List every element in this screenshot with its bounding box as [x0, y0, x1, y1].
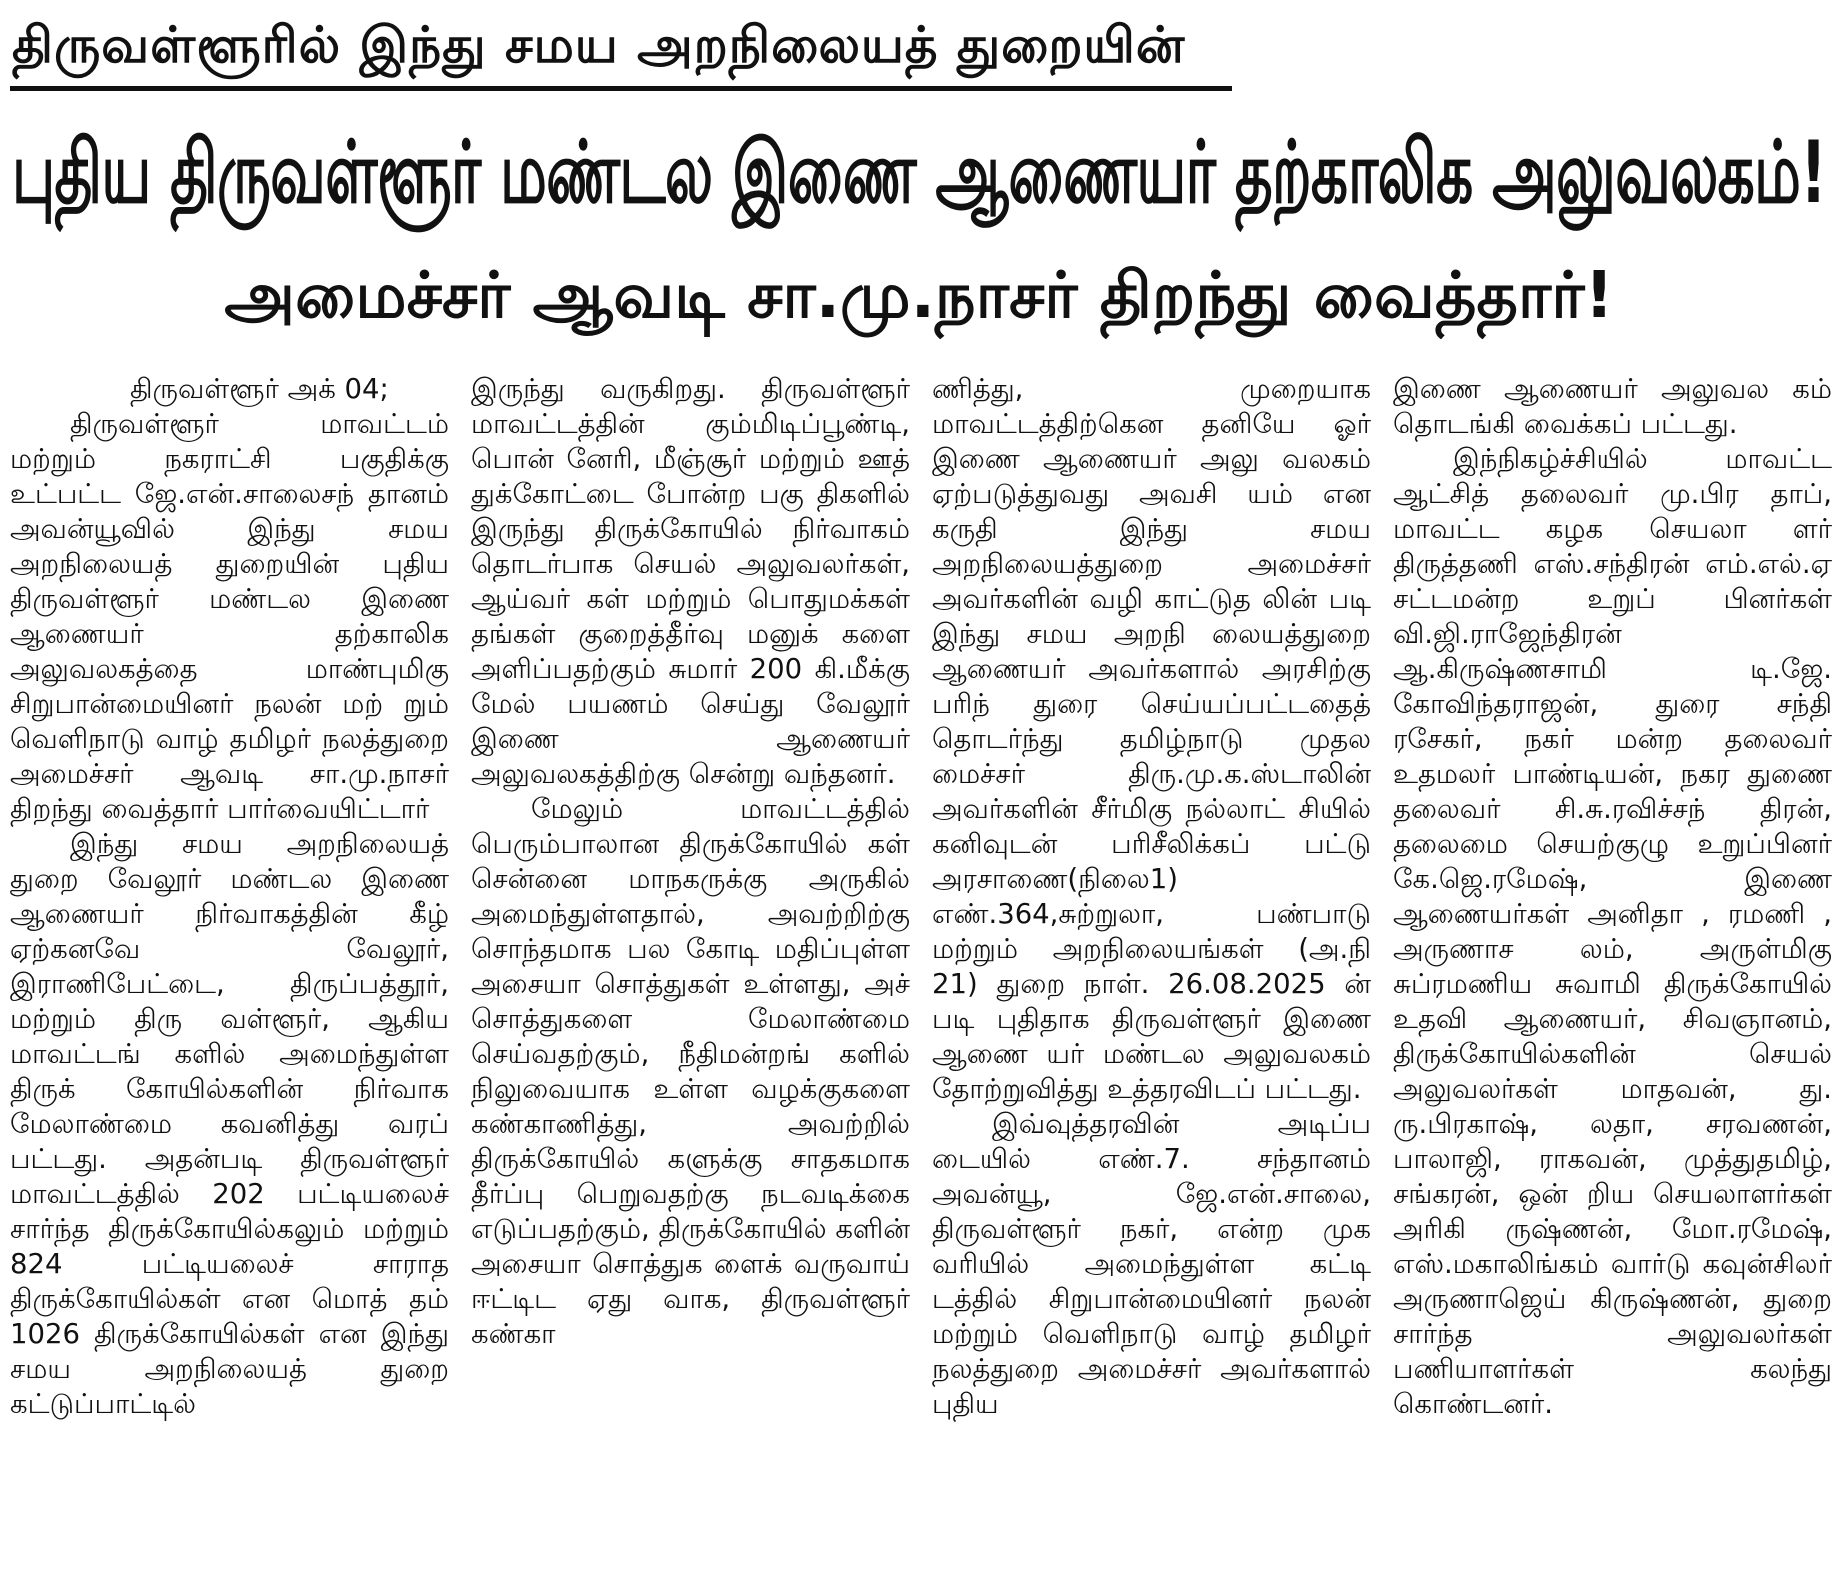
- article-paragraph: திருவள்ளூர் மாவட்டம் மற்றும் நகராட்சி பகுதிக்கு உட்பட்ட ஜே.என்.சாலைசந் தானம் அவன்யூவில் இந்து சமய அறநிலையத் துறையின் புதிய திருவள்ளூர் மண்டல இணை ஆணையர் தற்காலிக அலுவலகத்தை மாண்புமிகு சிறுபான்மையினர் நலன் மற் றும் வெளிநாடு வாழ் தமிழர் நலத்துறை அமைச்சர் ஆவடி சா.மு.நாசர் திறந்து வைத்தார் பார்வையிட்டார்: [10, 408, 449, 825]
- dateline: திருவள்ளூர் அக் 04;: [130, 373, 389, 405]
- article-paragraph: இந்நிகழ்ச்சியில் மாவட்ட ஆட்சித் தலைவர் மு.பிர தாப், மாவட்ட கழக செயலா ளர் திருத்தணி எஸ்.சந்திரன் எம்.எல்.ஏ சட்டமன்ற உறுப் பினர்கள் வி.ஜி.ராஜேந்திரன் ஆ.கிருஷ்ணசாமி டி.ஜே. கோவிந்தராஜன், துரை சந்தி ரசேகர், நகர் மன்ற தலைவர் உதமலர் பாண்டியன், நகர துணை தலைவர் சி.சு.ரவிச்சந் திரன், தலைமை செயற்குழு உறுப்பினர் கே.ஜெ.ரமேஷ், இணை ஆணையர்கள் அனிதா , ரமணி , அருணாச லம், அருள்மிகு சுப்ரமணிய சுவாமி திருக்கோயில் உதவி ஆணையர், சிவஞானம், திருக்கோயில்களின் செயல் அலுவலர்கள் மாதவன், து. ரு.பிரகாஷ், லதா, சரவணன், பாலாஜி, ராகவன், முத்துதமிழ், சங்கரன், ஒன் றிய செயலாளர்கள் அரிகி ருஷ்ணன், மோ.ரமேஷ், எஸ்.மகாலிங்கம் வார்டு கவுன்சிலர் அருணாஜெய் கிருஷ்ணன், துறை சார்ந்த அலுவலர்கள் பணியாளர்கள் கலந்து கொண்டனர்.: [1393, 443, 1832, 1420]
- article-paragraph: மேலும் மாவட்டத்தில் பெரும்பாலான திருக்கோயில் கள் சென்னை மாநகருக்கு அருகில் அமைந்துள்ளதால், அவற்றிற்கு சொந்தமாக பல கோடி மதிப்புள்ள அசையா சொத்துகள் உள்ளது, அச் சொத்துகளை மேலாண்மை செய்வதற்கும், நீதிமன்றங் களில் நிலுவையாக உள்ள வழக்குகளை கண்காணித்து, அவற்றில் திருக்கோயில் களுக்கு சாதகமாக தீர்ப்பு பெறுவதற்கு நடவடிக்கை எடுப்பதற்கும், திருக்கோயில் களின் அசையா சொத்துக ளைக் வருவாய் ஈட்டிட ஏது வாக, திருவள்ளூர் கண்கா: [471, 793, 910, 1350]
- kicker-headline: திருவள்ளூரில் இந்து சமய அறநிலையத் துறையின்: [12, 16, 1186, 74]
- main-headline: புதிய திருவள்ளூர் மண்டல இணை ஆணையர் தற்காலிக அலுவலகம்!: [12, 123, 1827, 223]
- article-paragraph: இந்து சமய அறநிலையத் துறை வேலூர் மண்டல இணை ஆணையர் நிர்வாகத்தின் கீழ் ஏற்கனவே வேலூர், இராணிபேட்டை, திருப்பத்தூர், மற்றும் திரு வள்ளூர், ஆகிய மாவட்டங் களில் அமைந்துள்ள திருக் கோயில்களின் நிர்வாக மேலாண்மை கவனித்து வரப் பட்டது. அதன்படி திருவள்ளூர் மாவட்டத்தில் 202 பட்டியலைச் சார்ந்த திருக்கோயில்கலும் மற்றும் 824 பட்டியலைச் சாராத திருக்கோயில்கள் என மொத் தம் 1026 திருக்கோயில்கள் என இந்து சமய அறநிலையத் துறை கட்டுப்பாட்டில்: [10, 828, 449, 1420]
- kicker-underline: [10, 86, 1232, 91]
- article-paragraph: இவ்வுத்தரவின் அடிப்ப டையில் எண்.7. சந்தானம் அவன்யூ, ஜே.என்.சாலை, திருவள்ளூர் நகர், என்ற முக வரியில் அமைந்துள்ள கட்டி டத்தில் சிறுபான்மையினர் நலன் மற்றும் வெளிநாடு வாழ் தமிழர் நலத்துறை அமைச்சர் அவர்களால் புதிய: [932, 1108, 1371, 1420]
- article-column-3: [932, 372, 1371, 1567]
- article-body: [10, 372, 1832, 1567]
- article-paragraph: ணித்து, முறையாக மாவட்டத்திற்கென தனியே ஓர் இணை ஆணையர் அலு வலகம் ஏற்படுத்துவது அவசி யம் என கருதி இந்து சமய அறநிலையத்துறை அமைச்சர் அவர்களின் வழி காட்டுத லின் படி இந்து சமய அறநி லையத்துறை ஆணையர் அவர்களால் அரசிற்கு பரிந் துரை செய்யப்பட்டதைத் தொடர்ந்து தமிழ்நாடு முதல மைச்சர் திரு.மு.க.ஸ்டாலின் அவர்களின் சீர்மிகு நல்லாட் சியில் கனிவுடன் பரிசீலிக்கப் பட்டு அரசாணை(நிலை1) எண்.364,சுற்றுலா, பண்பாடு மற்றும் அறநிலையங்கள் (அ.நி 21) துறை நாள். 26.08.2025 ன் படி புதிதாக திருவள்ளூர் இணை ஆணை யர் மண்டல அலுவலகம் தோற்றுவித்து உத்தரவிடப் பட்டது.: [932, 373, 1371, 1105]
- article-paragraph: இருந்து வருகிறது. திருவள்ளூர் மாவட்டத்தின் கும்மிடிப்பூண்டி, பொன் னேரி, மீஞ்சூர் மற்றும் ஊத் துக்கோட்டை போன்ற பகு திகளில் இருந்து திருக்கோயில் நிர்வாகம் தொடர்பாக செயல் அலுவலர்கள், ஆய்வர் கள் மற்றும் பொதுமக்கள் தங்கள் குறைத்தீர்வு மனுக் களை அளிப்பதற்கும் சுமார் 200 கி.மீக்கு மேல் பயணம் செய்து வேலூர் இணை ஆணையர் அலுவலகத்திற்கு சென்று வந்தனர்.: [471, 373, 910, 790]
- article-column-4: [1393, 372, 1832, 1567]
- article-paragraph: இணை ஆணையர் அலுவல கம் தொடங்கி வைக்கப் பட்டது.: [1393, 373, 1832, 440]
- sub-headline: அமைச்சர் ஆவடி சா.மு.நாசர் திறந்து வைத்தார்!: [224, 259, 1614, 333]
- article-column-1: [10, 372, 449, 1567]
- article-column-2: [471, 372, 910, 1567]
